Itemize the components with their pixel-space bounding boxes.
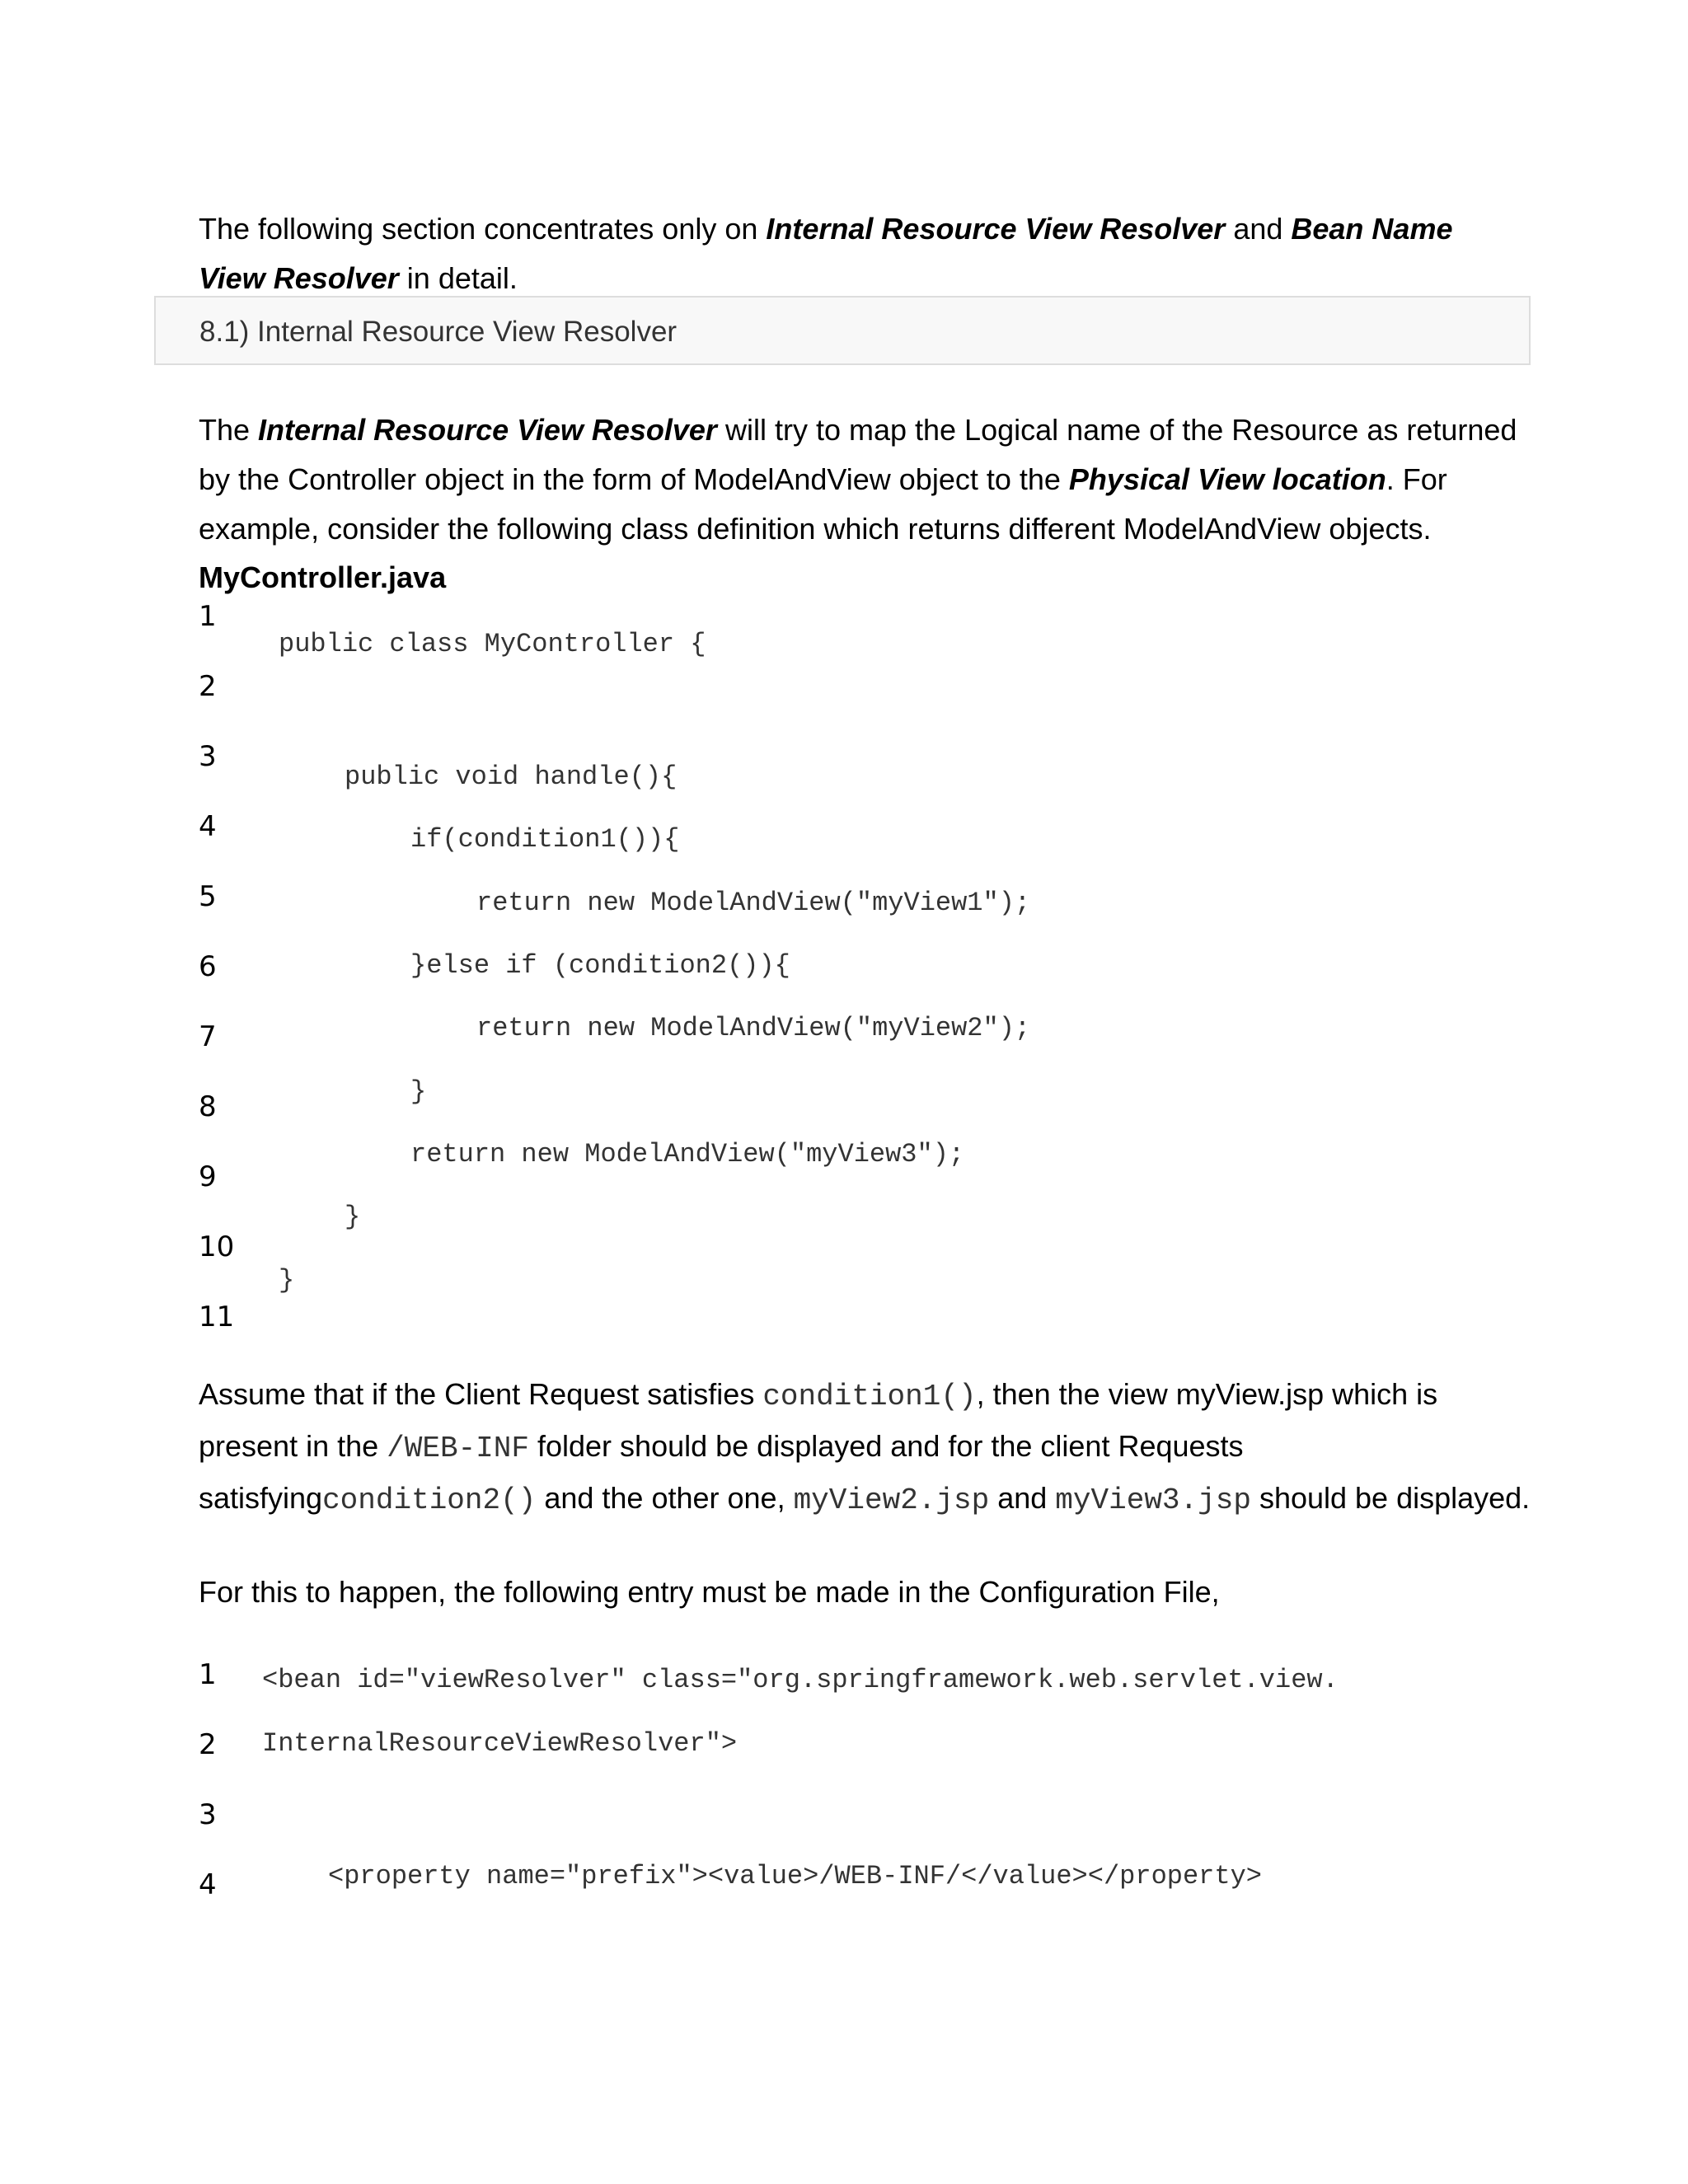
assume-paragraph	[199, 1370, 1534, 1526]
code-line: public class MyController {	[279, 629, 706, 659]
assume-text: and	[989, 1481, 1056, 1515]
line-number: 1	[199, 600, 217, 633]
code-line: return new ModelAndView("myView2");	[476, 1013, 1031, 1043]
inline-code: myView3.jsp	[1055, 1483, 1251, 1517]
intro-paragraph	[199, 204, 1534, 303]
desc-text: . For example, consider the following class definition which returns different ModelAndView objects.	[199, 462, 1447, 546]
code-line: return new ModelAndView("myView3");	[410, 1139, 965, 1169]
line-number: 6	[199, 950, 217, 983]
line-number: 8	[199, 1090, 217, 1123]
line-number: 3	[199, 740, 217, 773]
description-paragraph	[199, 405, 1534, 554]
code-line: InternalResourceViewResolver">	[262, 1728, 738, 1759]
inline-code: myView2.jsp	[793, 1483, 990, 1517]
assume-text: should be displayed.	[1250, 1481, 1531, 1515]
file-title: MyController.java	[199, 560, 447, 594]
desc-term-internal: Internal Resource View Resolver	[258, 413, 717, 447]
code-line: }	[279, 1265, 295, 1296]
line-number: 2	[199, 670, 217, 703]
config-intro: For this to happen, the following entry must be made in the Configuration File,	[199, 1575, 1220, 1609]
line-number: 5	[199, 880, 217, 913]
line-number: 10	[199, 1230, 235, 1263]
code-line: }	[410, 1076, 427, 1107]
line-number: 4	[199, 810, 217, 843]
line-number: 7	[199, 1020, 217, 1053]
section-heading: 8.1) Internal Resource View Resolver	[199, 316, 678, 348]
desc-text: The	[199, 413, 259, 447]
code-line: <property name="prefix"><value>/WEB-INF/</value></property>	[328, 1861, 1262, 1891]
intro-text: in detail.	[398, 261, 518, 295]
code-line: return new ModelAndView("myView1");	[476, 888, 1031, 918]
assume-text: and the other one,	[536, 1481, 794, 1515]
line-number: 2	[199, 1728, 217, 1761]
code-line: <bean id="viewResolver" class="org.springframework.web.servlet.view.	[262, 1665, 1339, 1695]
intro-term-bean-name: Bean Name	[1291, 212, 1453, 246]
inline-code: condition1()	[762, 1380, 977, 1413]
code-line: public void handle(){	[345, 762, 678, 792]
inline-code: /WEB-INF	[387, 1432, 529, 1465]
desc-text: will try to map the Logical name of the Resource as returned by the Controller object in the form of ModelAndView object to the	[199, 413, 1517, 496]
intro-term-view-resolver: View Resolver	[199, 261, 399, 295]
assume-text: folder should be displayed and for the client Requests satisfying	[199, 1429, 1244, 1515]
code-line: if(condition1()){	[410, 824, 680, 855]
line-number: 3	[199, 1798, 217, 1831]
intro-text: and	[1225, 212, 1292, 246]
intro-text: The following section concentrates only on	[199, 212, 767, 246]
line-number: 4	[199, 1868, 217, 1901]
line-number: 1	[199, 1658, 217, 1691]
code-line: }	[345, 1202, 361, 1232]
section-heading-box	[154, 296, 1531, 365]
line-number: 9	[199, 1160, 217, 1193]
line-number: 11	[199, 1301, 235, 1333]
inline-code: condition2()	[322, 1483, 537, 1517]
assume-text: , then the view myView.jsp which is present in the	[199, 1377, 1438, 1463]
code-line: }else if (condition2()){	[410, 950, 790, 981]
desc-term-physical: Physical View location	[1068, 462, 1386, 496]
intro-term-internal: Internal Resource View Resolver	[766, 212, 1226, 246]
assume-text: Assume that if the Client Request satisfies	[199, 1377, 763, 1411]
